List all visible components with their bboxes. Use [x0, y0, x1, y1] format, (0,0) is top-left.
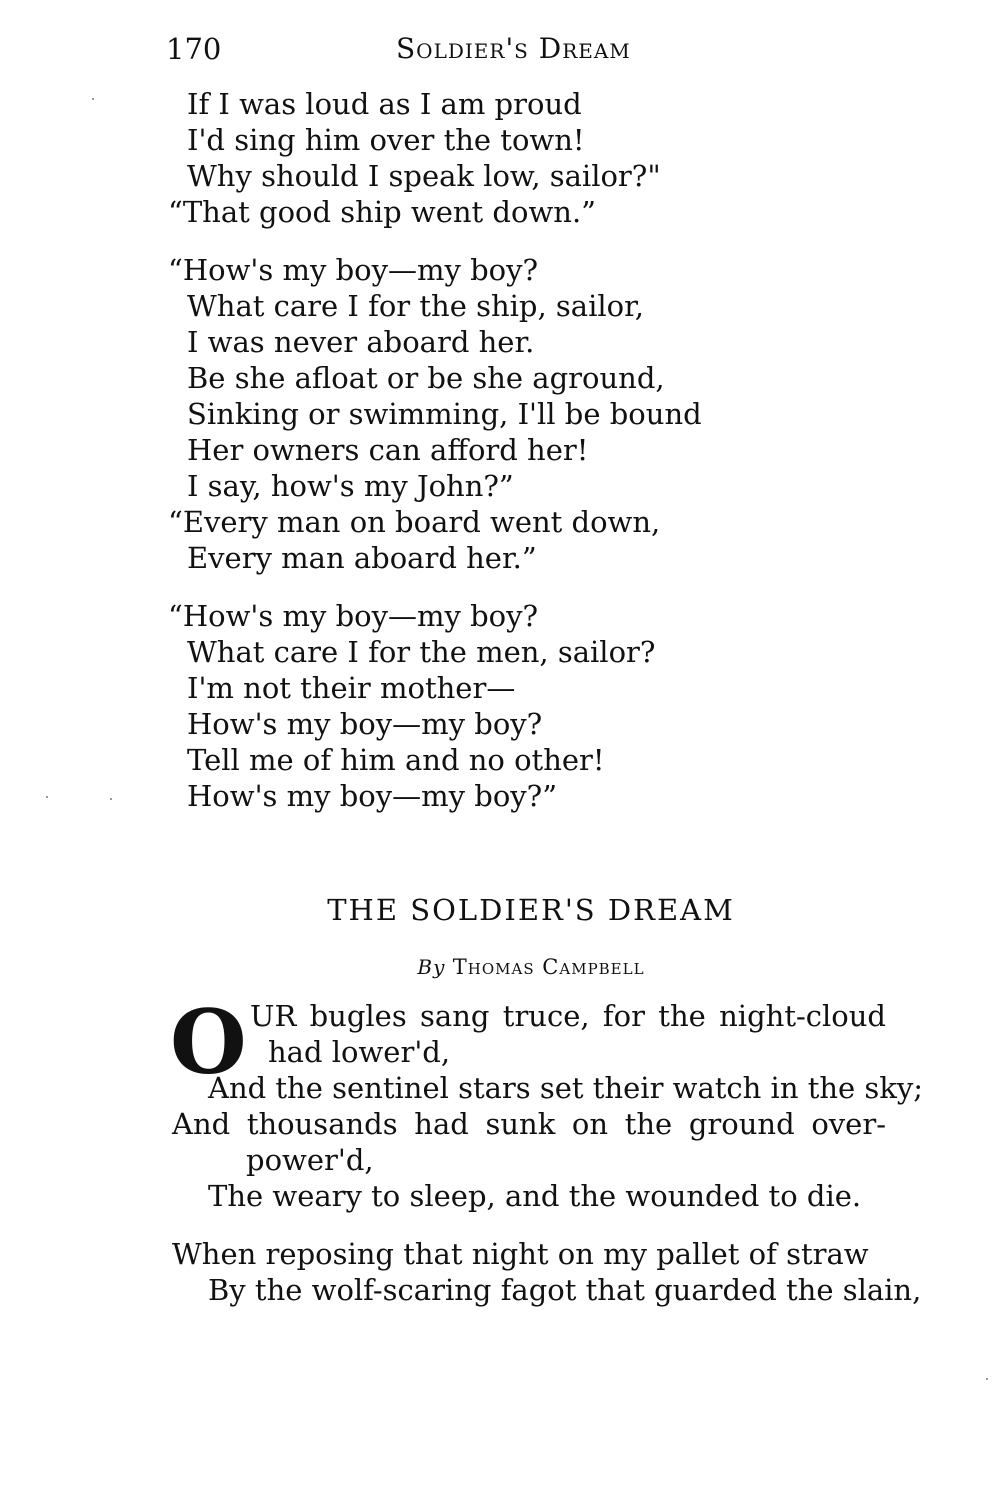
poem-line: Every man aboard her.”: [187, 541, 537, 575]
poem-line: I'm not their mother—: [187, 671, 516, 705]
poem-line: I say, how's my John?”: [187, 469, 514, 503]
poem-line: By the wolf-scaring fagot that guarded the slain,: [208, 1273, 922, 1307]
poem-line: When reposing that night on my pallet of straw: [172, 1237, 869, 1271]
byline: [166, 955, 896, 979]
poem-line: UR bugles sang truce, for the night-cloud: [250, 999, 886, 1033]
poem-line: had lower'd,: [268, 1035, 451, 1069]
scan-speck: [110, 798, 112, 800]
poem-line: “How's my boy—my boy?: [168, 599, 539, 633]
running-head: Soldier's Dream: [396, 32, 631, 65]
poem-line: How's my boy—my boy?: [187, 707, 543, 741]
byline-by: By: [417, 955, 446, 979]
poem-line: What care I for the ship, sailor,: [187, 289, 644, 323]
poem-line: The weary to sleep, and the wounded to die.: [208, 1179, 862, 1213]
scan-speck: [986, 1378, 988, 1380]
poem-line: Why should I speak low, sailor?": [187, 159, 661, 193]
poem-line: “How's my boy—my boy?: [168, 253, 539, 287]
poem-line: And the sentinel stars set their watch in the sky;: [208, 1071, 924, 1105]
poem-title: THE SOLDIER'S DREAM: [327, 893, 735, 927]
poem-line: Tell me of him and no other!: [187, 743, 605, 777]
poem-line: power'd,: [246, 1143, 374, 1177]
scan-speck: [92, 98, 94, 100]
drop-cap: O: [170, 990, 247, 1094]
page-header: [166, 32, 896, 72]
scan-speck: [46, 796, 48, 798]
poem-line: “That good ship went down.”: [168, 195, 596, 229]
page-number: 170: [166, 32, 222, 66]
poem-line: What care I for the men, sailor?: [187, 635, 656, 669]
poem-line: I was never aboard her.: [187, 325, 535, 359]
poem-line: Her owners can afford her!: [187, 433, 589, 467]
poem-line: I'd sing him over the town!: [187, 123, 585, 157]
poem-line: “Every man on board went down,: [168, 505, 661, 539]
author-name: Thomas Campbell: [452, 955, 645, 979]
poem-line: Be she afloat or be she aground,: [187, 361, 665, 395]
poem-line: And thousands had sunk on the ground over-: [172, 1107, 886, 1141]
poem-line: Sinking or swimming, I'll be bound: [187, 397, 702, 431]
poem-line: How's my boy—my boy?”: [187, 779, 558, 813]
poem-line: If I was loud as I am proud: [187, 87, 582, 121]
